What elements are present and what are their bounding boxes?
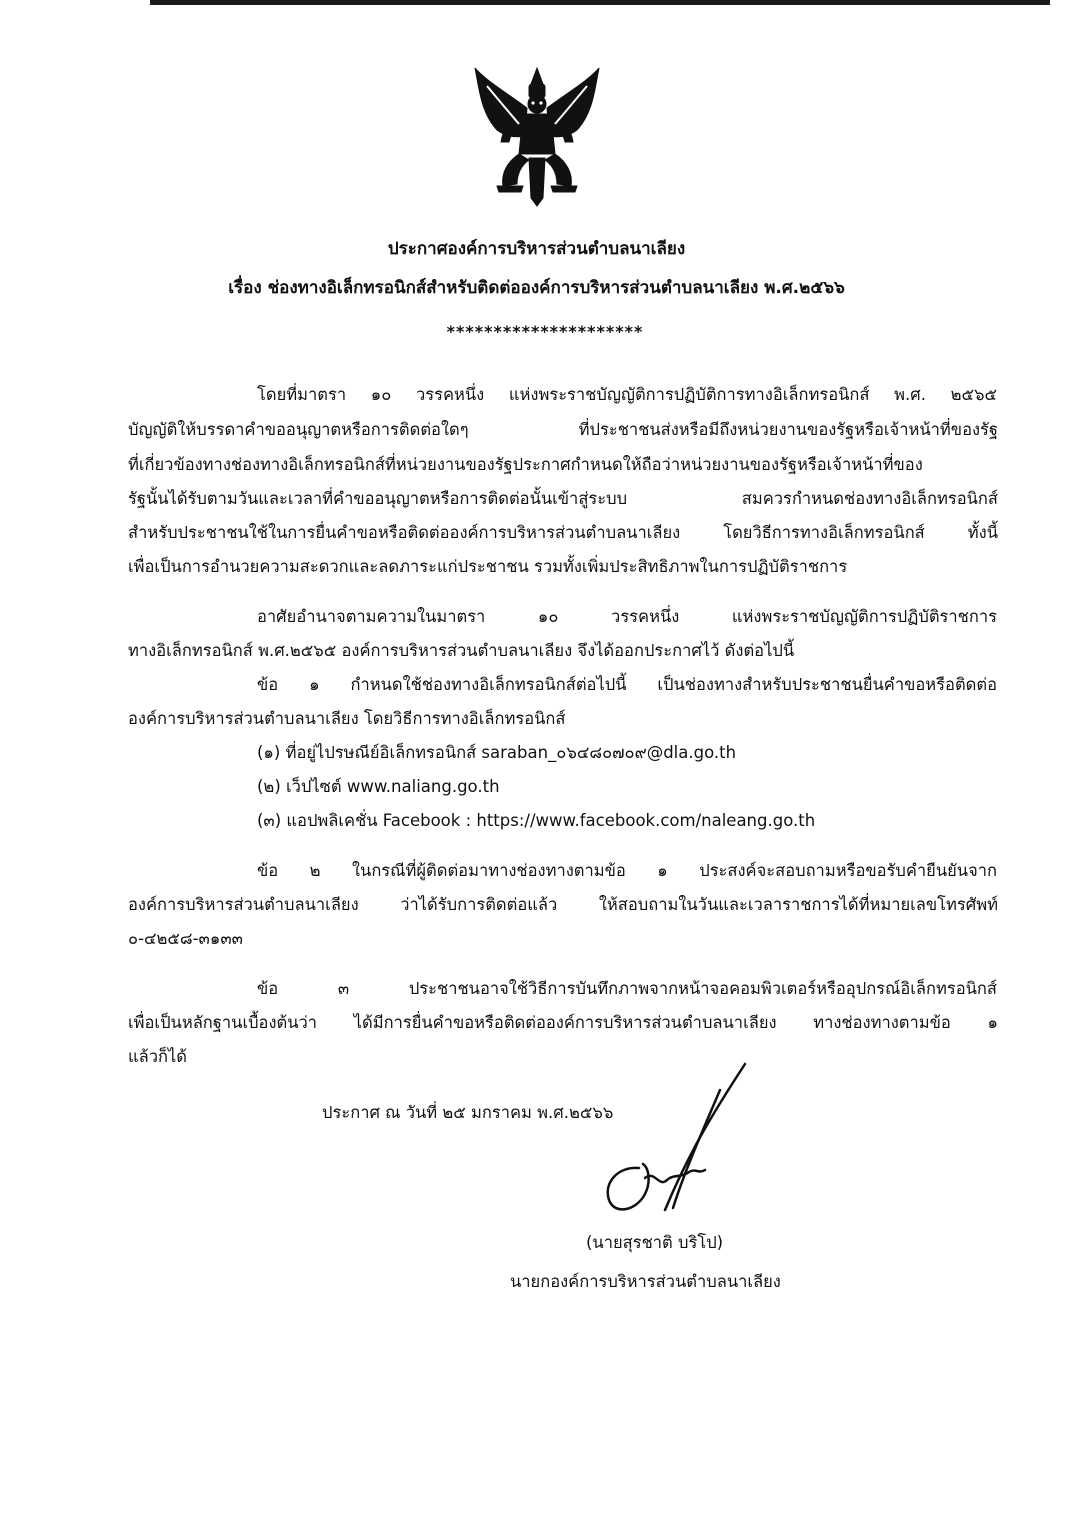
document-subject: เรื่อง ช่องทางอิเล็กทรอนิกส์สำหรับติดต่อองค์การบริหารส่วนตำบลนาเลียง พ.ศ.๒๕๖๖ (228, 278, 845, 298)
channel-facebook: (๓) แอปพลิเคชั่น Facebook : https://www.facebook.com/naleang.go.th (257, 811, 816, 830)
separator: ********************* (446, 322, 644, 341)
signatory-name: (นายสุรชาติ บริโป) (586, 1233, 724, 1252)
document-title: ประกาศองค์การบริหารส่วนตำบลนาเลียง (387, 239, 686, 259)
clause2-line: องค์การบริหารส่วนตำบลนาเลียง ว่าได้รับการติดต่อแล้ว ให้สอบถามในวันและเวลาราชการได้ที่หมายเลขโทรศัพท์ (128, 895, 998, 914)
paragraph1-line: สำหรับประชาชนใช้ในการยื่นคำขอหรือติดต่อองค์การบริหารส่วนตำบลนาเลียง โดยวิธีการทางอิเล็กทรอนิกส์ ทั้งนี้ (128, 523, 998, 542)
paragraph1-line: เพื่อเป็นการอำนวยความสะดวกและลดภาระแก่ประชาชน รวมทั้งเพิ่มประสิทธิภาพในการปฏิบัติราชการ (128, 557, 848, 576)
paragraph1-line: โดยที่มาตรา ๑๐ วรรคหนึ่ง แห่งพระราชบัญญัติการปฏิบัติการทางอิเล็กทรอนิกส์ พ.ศ. ๒๕๖๕ (257, 385, 997, 404)
clause3-line: ข้อ ๓ ประชาชนอาจใช้วิธีการบันทึกภาพจากหน้าจอคอมพิวเตอร์หรืออุปกรณ์อิเล็กทรอนิกส์ (257, 979, 997, 998)
paragraph1-line: ที่เกี่ยวข้องทางช่องทางอิเล็กทรอนิกส์ที่หน่วยงานของรัฐประกาศกำหนดให้ถือว่าหน่วยงานของรัฐหรือเจ้าหน้าที่ของ (128, 455, 923, 474)
signature-icon (595, 1060, 755, 1220)
clause1-line: องค์การบริหารส่วนตำบลนาเลียง โดยวิธีการทางอิเล็กทรอนิกส์ (128, 709, 566, 728)
channel-website: (๒) เว็ปไซต์ www.naliang.go.th (257, 777, 500, 796)
phone-number: ๐-๔๒๕๘-๓๑๓๓ (128, 929, 243, 948)
scan-top-edge (150, 0, 1050, 5)
garuda-emblem-icon (467, 58, 607, 208)
announcement-date: ประกาศ ณ วันที่ ๒๕ มกราคม พ.ศ.๒๕๖๖ (322, 1103, 614, 1122)
paragraph1-line: บัญญัติให้บรรดาคำขออนุญาตหรือการติดต่อใดๆ ที่ประชาชนส่งหรือมีถึงหน่วยงานของรัฐหรือเจ้าหน้าที่ของรัฐ (128, 420, 998, 439)
paragraph2-line: อาศัยอำนาจตามความในมาตรา ๑๐ วรรคหนึ่ง แห่งพระราชบัญญัติการปฏิบัติราชการ (257, 607, 997, 626)
clause3-line: เพื่อเป็นหลักฐานเบื้องต้นว่า ได้มีการยื่นคำขอหรือติดต่อองค์การบริหารส่วนตำบลนาเลียง ทางช่องทางตามข้อ ๑ (128, 1013, 998, 1032)
paragraph2-line: ทางอิเล็กทรอนิกส์ พ.ศ.๒๕๖๕ องค์การบริหารส่วนตำบลนาเลียง จึงได้ออกประกาศไว้ ดังต่อไปนี้ (128, 641, 795, 660)
clause2-line: ข้อ ๒ ในกรณีที่ผู้ติดต่อมาทางช่องทางตามข้อ ๑ ประสงค์จะสอบถามหรือขอรับคำยืนยันจาก (257, 861, 997, 880)
signatory-position: นายกองค์การบริหารส่วนตำบลนาเลียง (510, 1272, 781, 1291)
paragraph1-line: รัฐนั้นได้รับตามวันและเวลาที่คำขออนุญาตหรือการติดต่อนั้นเข้าสู่ระบบ สมควรกำหนดช่องทางอิเล็กทรอนิกส์ (128, 489, 998, 508)
clause1-line: ข้อ ๑ กำหนดใช้ช่องทางอิเล็กทรอนิกส์ต่อไปนี้ เป็นช่องทางสำหรับประชาชนยื่นคำขอหรือติดต่อ (257, 675, 997, 694)
channel-email: (๑) ที่อยู่ไปรษณีย์อิเล็กทรอนิกส์ saraban_๐๖๔๘๐๗๐๙@dla.go.th (257, 743, 737, 762)
clause3-line: แล้วก็ได้ (128, 1047, 188, 1066)
